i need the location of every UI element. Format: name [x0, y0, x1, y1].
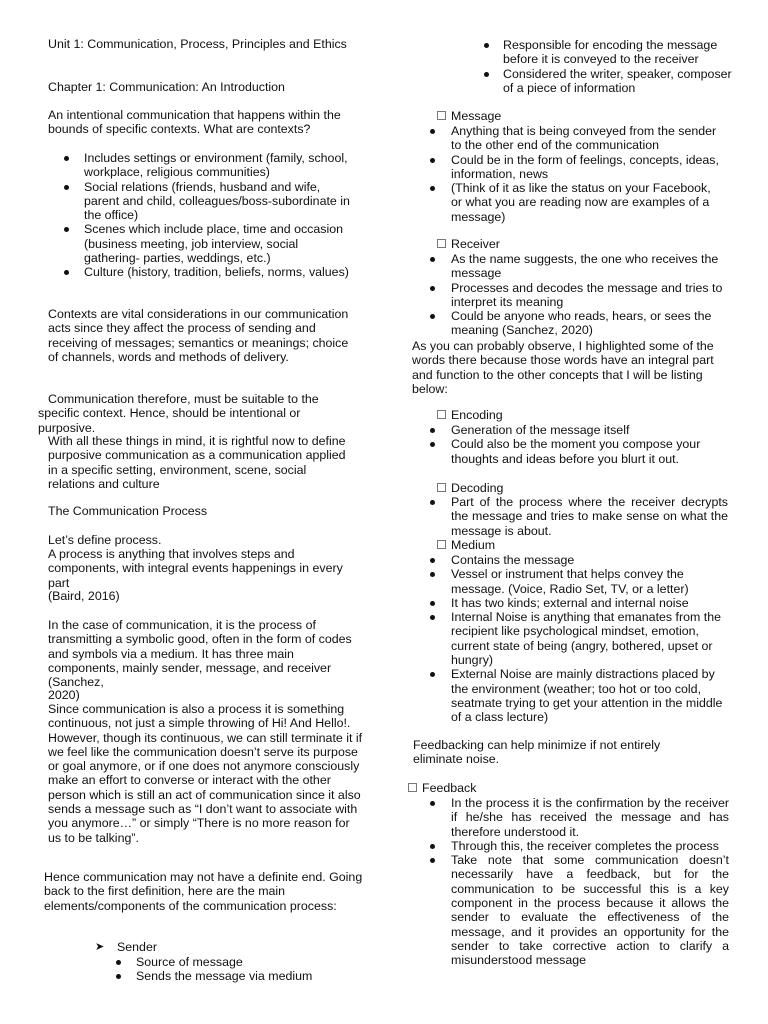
sender-heading: Sender: [117, 940, 157, 954]
decoding-heading: Decoding: [437, 481, 677, 495]
list-item: Includes settings or environment (family, school, workplace, religious communities): [84, 151, 354, 180]
list-item: Social relations (friends, husband and wife, parent and child, colleagues/boss-subordinate in the office): [84, 180, 354, 223]
hence-paragraph: Hence communication may not have a definite end. Going back to the first definition, here are the main elements/components of the communication process:: [44, 870, 363, 913]
receiver-heading: Receiver: [437, 237, 677, 251]
contexts-paragraph: Contexts are vital considerations in our communication acts since they affect the process of sending and receiving of messages; semantics or meanings; choice of channels, words and methods of delivery.: [48, 307, 349, 364]
checkbox-icon: [437, 111, 446, 120]
decoding-list: [451, 495, 728, 538]
arrow-bullet-icon: ➤: [95, 941, 105, 953]
receiver-list: [451, 252, 733, 338]
list-item: Part of the process where the receiver decrypts the message and tries to make sense on what the message is about.: [451, 495, 728, 538]
message-list: [451, 124, 721, 224]
chapter-title: Chapter 1: Communication: An Introduction: [48, 80, 285, 94]
list-item: Could be anyone who reads, hears, or sees the meaning (Sanchez, 2020): [451, 309, 733, 338]
list-item: Through this, the receiver completes the process: [451, 839, 729, 853]
list-item: Culture (history, tradition, beliefs, norms, values): [84, 265, 354, 279]
medium-list: [451, 553, 731, 725]
intro-paragraph: An intentional communication that happens within the bounds of specific contexts. What are contexts?: [48, 108, 341, 137]
sanchez-citation: 2020): [48, 688, 80, 702]
list-item: Vessel or instrument that helps convey the message. (Voice, Radio Set, TV, or a letter): [451, 567, 731, 596]
checkbox-icon: [437, 410, 446, 419]
list-item: Generation of the message itself: [451, 423, 723, 437]
checkbox-icon: [408, 783, 417, 792]
list-item: External Noise are mainly distractions placed by the environment (weather; too hot or too cold, seatmate trying to get your attention in the middle of a class lecture): [451, 667, 731, 724]
list-item: Source of message: [136, 955, 356, 969]
context-list: [84, 151, 354, 280]
with-all-paragraph: With all these things in mind, it is rightful now to define purposive communication as a communication applied in a specific setting, environment, scene, social relations and culture: [48, 434, 346, 491]
process-heading: The Communication Process: [48, 504, 208, 518]
observe-paragraph: As you can probably observe, I highlighted some of the words there because those words have an integral part and function to the other concepts that I will be listing below:: [412, 339, 714, 396]
checkbox-icon: [437, 239, 446, 248]
feedbacking-paragraph: Feedbacking can help minimize if not entirely eliminate noise.: [413, 738, 661, 767]
list-item: Take note that some communication doesn’t necessarily have a feedback, but for the communication to be successful this is a key component in the process because it allows the sender to evaluate the effectiveness of the message, and it provides an opportunity for the sender to take corrective action to clarify a misunderstood message: [451, 853, 729, 967]
in-case-paragraph: In the case of communication, it is the process of transmitting a symbolic good, often in the form of codes and symbols via a medium. It has three main components, mainly sender, message, and receiver (Sanchez,: [48, 618, 352, 690]
feedback-heading: Feedback: [408, 781, 648, 795]
sender-list-continued: [503, 38, 743, 95]
encoding-heading: Encoding: [437, 408, 677, 422]
medium-heading: Medium: [437, 538, 677, 552]
unit-title: Unit 1: Communication, Process, Principles and Ethics: [48, 37, 347, 51]
list-item: Sends the message via medium: [136, 969, 356, 983]
list-item: As the name suggests, the one who receives the message: [451, 252, 733, 281]
list-item: Could also be the moment you compose your thoughts and ideas before you blurt it out.: [451, 437, 723, 466]
message-heading: Message: [437, 109, 677, 123]
list-item: Considered the writer, speaker, composer of a piece of information: [503, 67, 743, 96]
list-item: (Think of it as like the status on your Facebook, or what you are reading now are examples of a message): [451, 181, 721, 224]
lets-define: Let’s define process.: [48, 533, 162, 547]
list-item: Processes and decodes the message and tries to interpret its meaning: [451, 281, 733, 310]
checkbox-icon: [437, 483, 446, 492]
feedback-list: [451, 796, 729, 968]
encoding-list: [451, 423, 723, 466]
since-paragraph: Since communication is also a process it is something continuous, not just a simple throwing of Hi! And Hello!. However, though its continuous, we can still terminate it if we feel like the communication doesn’t serve its purpose or goal anymore, or if one does not anymore consciously make an effort to converse or interact with the other person which is still an act of communication since it also sends a message such as “I don’t want to associate with you anymore…” or simply “There is no more reason for us to be talking”.: [48, 702, 363, 845]
baird-citation: (Baird, 2016): [48, 589, 120, 603]
sender-list: [136, 955, 356, 984]
list-item: In the process it is the confirmation by the receiver if he/she has received the message and has therefore understood it.: [451, 796, 729, 839]
process-definition: A process is anything that involves steps and components, with integral events happenings in every part: [48, 547, 343, 590]
therefore-paragraph: Communication therefore, must be suitable to the specific context. Hence, should be intentional or purposive.: [38, 392, 319, 435]
list-item: Responsible for encoding the message before it is conveyed to the receiver: [503, 38, 743, 67]
list-item: Contains the message: [451, 553, 731, 567]
list-item: Internal Noise is anything that emanates from the recipient like psychological mindset, emotion, current state of being (angry, bothered, upset or hungry): [451, 610, 731, 667]
checkbox-icon: [437, 540, 446, 549]
list-item: Scenes which include place, time and occasion (business meeting, job interview, social gathering- parties, weddings, etc.): [84, 222, 354, 265]
list-item: It has two kinds; external and internal noise: [451, 596, 731, 610]
list-item: Could be in the form of feelings, concepts, ideas, information, news: [451, 153, 721, 182]
list-item: Anything that is being conveyed from the sender to the other end of the communication: [451, 124, 721, 153]
